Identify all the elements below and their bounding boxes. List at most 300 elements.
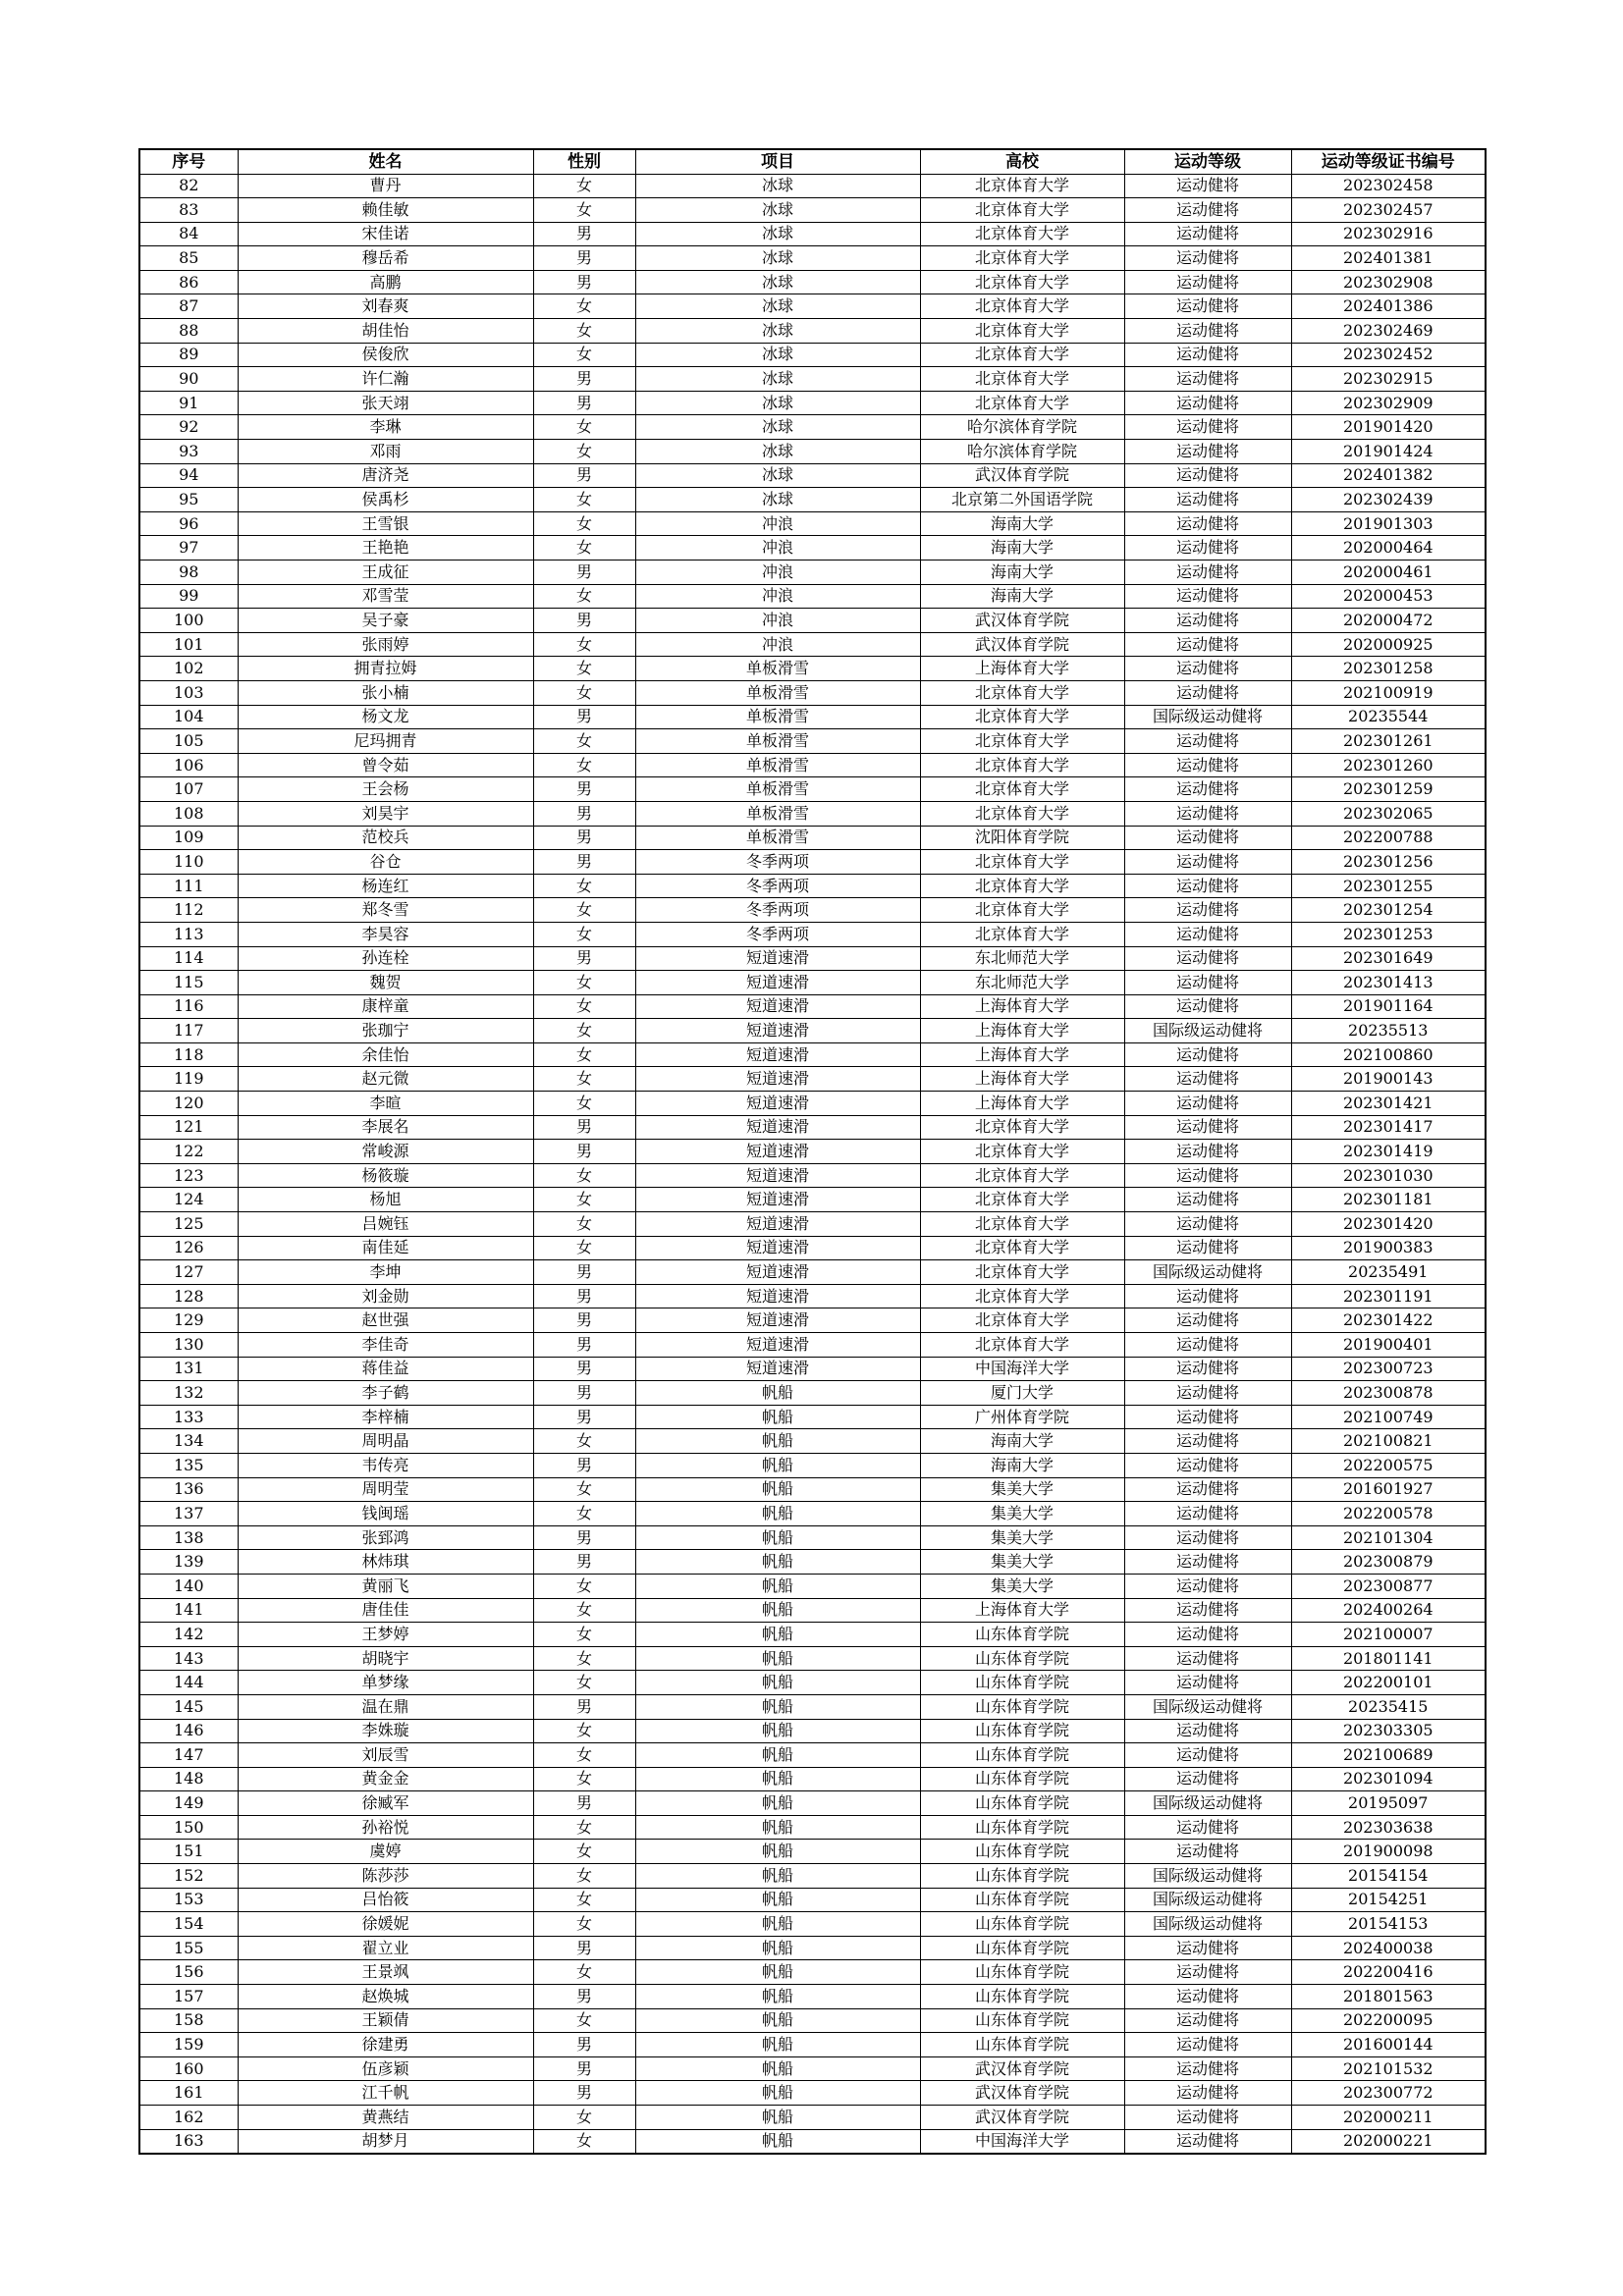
cell-index: 153 — [139, 1888, 238, 1912]
cell-gender: 女 — [533, 1236, 635, 1260]
cell-level: 运动健将 — [1124, 1308, 1291, 1333]
cell-university: 北京体育大学 — [920, 705, 1124, 729]
cell-gender: 女 — [533, 1719, 635, 1743]
cell-event: 冰球 — [635, 343, 920, 367]
cell-university: 哈尔滨体育学院 — [920, 440, 1124, 464]
cell-gender: 女 — [533, 1019, 635, 1043]
cell-index: 144 — [139, 1671, 238, 1695]
cell-event: 冬季两项 — [635, 874, 920, 898]
cell-gender: 男 — [533, 1260, 635, 1285]
cell-certificate: 202000472 — [1291, 609, 1486, 633]
cell-level: 运动健将 — [1124, 222, 1291, 246]
cell-gender: 男 — [533, 1405, 635, 1429]
header-level: 运动等级 — [1124, 149, 1291, 174]
cell-gender: 女 — [533, 584, 635, 609]
cell-name: 张郅鸿 — [238, 1525, 533, 1550]
table-row — [139, 1767, 1486, 1791]
table-row — [139, 1284, 1486, 1308]
cell-level: 运动健将 — [1124, 2106, 1291, 2130]
cell-level: 运动健将 — [1124, 1333, 1291, 1358]
cell-level: 国际级运动健将 — [1124, 1791, 1291, 1816]
cell-event: 冰球 — [635, 319, 920, 344]
cell-gender: 男 — [533, 561, 635, 585]
cell-gender: 男 — [533, 1453, 635, 1477]
cell-gender: 女 — [533, 898, 635, 923]
cell-certificate: 202302452 — [1291, 343, 1486, 367]
cell-event: 帆船 — [635, 1646, 920, 1671]
cell-certificate: 202200095 — [1291, 2008, 1486, 2033]
cell-index: 96 — [139, 511, 238, 536]
cell-gender: 男 — [533, 222, 635, 246]
header-name: 姓名 — [238, 149, 533, 174]
table-row — [139, 609, 1486, 633]
cell-university: 山东体育学院 — [920, 1936, 1124, 1960]
table-header-row — [139, 149, 1486, 174]
cell-index: 119 — [139, 1067, 238, 1092]
cell-level: 运动健将 — [1124, 1960, 1291, 1985]
cell-gender: 女 — [533, 874, 635, 898]
cell-gender: 女 — [533, 1502, 635, 1526]
cell-name: 吕怡筱 — [238, 1888, 533, 1912]
cell-level: 国际级运动健将 — [1124, 1912, 1291, 1937]
cell-university: 上海体育大学 — [920, 657, 1124, 681]
cell-level: 运动健将 — [1124, 174, 1291, 198]
cell-event: 冰球 — [635, 270, 920, 294]
cell-gender: 女 — [533, 680, 635, 705]
cell-index: 91 — [139, 391, 238, 415]
cell-name: 孙裕悦 — [238, 1815, 533, 1840]
cell-gender: 男 — [533, 270, 635, 294]
cell-gender: 女 — [533, 174, 635, 198]
cell-index: 86 — [139, 270, 238, 294]
table-row — [139, 680, 1486, 705]
table-row — [139, 1236, 1486, 1260]
cell-name: 王成征 — [238, 561, 533, 585]
cell-name: 王雪银 — [238, 511, 533, 536]
cell-name: 徐建勇 — [238, 2033, 533, 2057]
table-row — [139, 1260, 1486, 1285]
cell-index: 159 — [139, 2033, 238, 2057]
cell-gender: 女 — [533, 1815, 635, 1840]
cell-event: 帆船 — [635, 1888, 920, 1912]
cell-university: 北京体育大学 — [920, 777, 1124, 802]
cell-gender: 男 — [533, 2033, 635, 2057]
table-row — [139, 1671, 1486, 1695]
cell-gender: 女 — [533, 994, 635, 1019]
cell-level: 运动健将 — [1124, 1115, 1291, 1140]
cell-event: 短道速滑 — [635, 1308, 920, 1333]
cell-level: 运动健将 — [1124, 415, 1291, 440]
table-row — [139, 1646, 1486, 1671]
cell-university: 山东体育学院 — [920, 1960, 1124, 1985]
table-row — [139, 174, 1486, 198]
cell-certificate: 201900098 — [1291, 1840, 1486, 1864]
cell-name: 李暄 — [238, 1092, 533, 1116]
cell-gender: 女 — [533, 1429, 635, 1454]
cell-index: 163 — [139, 2129, 238, 2154]
table-row — [139, 1936, 1486, 1960]
cell-event: 单板滑雪 — [635, 826, 920, 850]
cell-event: 单板滑雪 — [635, 729, 920, 754]
table-row — [139, 440, 1486, 464]
cell-index: 100 — [139, 609, 238, 633]
cell-gender: 男 — [533, 1936, 635, 1960]
cell-event: 短道速滑 — [635, 1042, 920, 1067]
cell-university: 山东体育学院 — [920, 1767, 1124, 1791]
cell-event: 冰球 — [635, 440, 920, 464]
cell-index: 102 — [139, 657, 238, 681]
cell-university: 沈阳体育学院 — [920, 826, 1124, 850]
cell-level: 运动健将 — [1124, 1985, 1291, 2009]
table-row — [139, 1743, 1486, 1768]
cell-level: 运动健将 — [1124, 1767, 1291, 1791]
cell-event: 冰球 — [635, 294, 920, 319]
cell-certificate: 20154251 — [1291, 1888, 1486, 1912]
cell-certificate: 20235491 — [1291, 1260, 1486, 1285]
cell-certificate: 202302457 — [1291, 198, 1486, 223]
table-row — [139, 511, 1486, 536]
cell-certificate: 202302908 — [1291, 270, 1486, 294]
cell-university: 山东体育学院 — [920, 1791, 1124, 1816]
cell-event: 短道速滑 — [635, 1357, 920, 1381]
cell-index: 121 — [139, 1115, 238, 1140]
cell-event: 帆船 — [635, 1743, 920, 1768]
cell-index: 151 — [139, 1840, 238, 1864]
table-row — [139, 1574, 1486, 1598]
cell-name: 黄燕结 — [238, 2106, 533, 2130]
header-event: 项目 — [635, 149, 920, 174]
cell-university: 厦门大学 — [920, 1381, 1124, 1406]
table-row — [139, 2056, 1486, 2081]
cell-name: 高鹏 — [238, 270, 533, 294]
cell-level: 运动健将 — [1124, 1188, 1291, 1212]
cell-level: 国际级运动健将 — [1124, 1888, 1291, 1912]
cell-index: 146 — [139, 1719, 238, 1743]
cell-event: 冲浪 — [635, 584, 920, 609]
cell-university: 集美大学 — [920, 1477, 1124, 1502]
table-row — [139, 1694, 1486, 1719]
cell-index: 137 — [139, 1502, 238, 1526]
cell-index: 155 — [139, 1936, 238, 1960]
cell-gender: 男 — [533, 609, 635, 633]
cell-level: 运动健将 — [1124, 1815, 1291, 1840]
cell-university: 集美大学 — [920, 1574, 1124, 1598]
cell-gender: 女 — [533, 2008, 635, 2033]
cell-university: 北京体育大学 — [920, 246, 1124, 271]
table-row — [139, 1985, 1486, 2009]
cell-name: 曾令茹 — [238, 753, 533, 777]
table-row — [139, 1453, 1486, 1477]
cell-gender: 女 — [533, 536, 635, 561]
table-row — [139, 1019, 1486, 1043]
cell-event: 帆船 — [635, 1912, 920, 1937]
cell-index: 124 — [139, 1188, 238, 1212]
cell-index: 132 — [139, 1381, 238, 1406]
cell-index: 125 — [139, 1212, 238, 1237]
cell-level: 运动健将 — [1124, 1357, 1291, 1381]
cell-event: 帆船 — [635, 1429, 920, 1454]
table-row — [139, 463, 1486, 488]
table-row — [139, 2129, 1486, 2154]
table-row — [139, 1381, 1486, 1406]
cell-event: 帆船 — [635, 1623, 920, 1647]
cell-certificate: 202301030 — [1291, 1163, 1486, 1188]
cell-event: 单板滑雪 — [635, 801, 920, 826]
cell-level: 运动健将 — [1124, 1550, 1291, 1575]
cell-university: 海南大学 — [920, 561, 1124, 585]
cell-certificate: 202401382 — [1291, 463, 1486, 488]
cell-event: 短道速滑 — [635, 1284, 920, 1308]
cell-level: 运动健将 — [1124, 511, 1291, 536]
cell-event: 单板滑雪 — [635, 705, 920, 729]
cell-name: 黄丽飞 — [238, 1574, 533, 1598]
cell-level: 运动健将 — [1124, 946, 1291, 971]
cell-university: 中国海洋大学 — [920, 2129, 1124, 2154]
cell-level: 国际级运动健将 — [1124, 705, 1291, 729]
cell-event: 帆船 — [635, 1550, 920, 1575]
cell-university: 山东体育学院 — [920, 1694, 1124, 1719]
cell-index: 109 — [139, 826, 238, 850]
cell-event: 帆船 — [635, 1574, 920, 1598]
cell-level: 运动健将 — [1124, 657, 1291, 681]
cell-name: 胡晓宇 — [238, 1646, 533, 1671]
cell-certificate: 201901424 — [1291, 440, 1486, 464]
cell-index: 133 — [139, 1405, 238, 1429]
cell-certificate: 201601927 — [1291, 1477, 1486, 1502]
cell-university: 上海体育大学 — [920, 1042, 1124, 1067]
cell-gender: 女 — [533, 198, 635, 223]
cell-gender: 男 — [533, 1525, 635, 1550]
cell-level: 运动健将 — [1124, 536, 1291, 561]
cell-index: 131 — [139, 1357, 238, 1381]
cell-certificate: 202302915 — [1291, 367, 1486, 392]
cell-certificate: 201900143 — [1291, 1067, 1486, 1092]
table-row — [139, 1188, 1486, 1212]
cell-event: 帆船 — [635, 2008, 920, 2033]
cell-event: 短道速滑 — [635, 1212, 920, 1237]
table-row — [139, 946, 1486, 971]
cell-name: 陈莎莎 — [238, 1864, 533, 1889]
cell-university: 上海体育大学 — [920, 1067, 1124, 1092]
cell-name: 王艳艳 — [238, 536, 533, 561]
cell-index: 113 — [139, 922, 238, 946]
cell-gender: 女 — [533, 1888, 635, 1912]
cell-name: 赵世强 — [238, 1308, 533, 1333]
cell-gender: 女 — [533, 1574, 635, 1598]
cell-university: 武汉体育学院 — [920, 2081, 1124, 2106]
cell-certificate: 202301191 — [1291, 1284, 1486, 1308]
cell-gender: 女 — [533, 632, 635, 657]
cell-index: 83 — [139, 198, 238, 223]
table-row — [139, 2033, 1486, 2057]
cell-event: 帆船 — [635, 1719, 920, 1743]
cell-gender: 女 — [533, 2106, 635, 2130]
cell-name: 康梓童 — [238, 994, 533, 1019]
cell-certificate: 202100860 — [1291, 1042, 1486, 1067]
cell-gender: 女 — [533, 1840, 635, 1864]
cell-certificate: 202302065 — [1291, 801, 1486, 826]
cell-gender: 男 — [533, 1985, 635, 2009]
cell-event: 冰球 — [635, 222, 920, 246]
cell-level: 运动健将 — [1124, 2081, 1291, 2106]
cell-event: 冲浪 — [635, 561, 920, 585]
cell-gender: 女 — [533, 1188, 635, 1212]
cell-index: 141 — [139, 1598, 238, 1623]
table-row — [139, 1333, 1486, 1358]
cell-university: 北京体育大学 — [920, 222, 1124, 246]
cell-event: 冰球 — [635, 174, 920, 198]
cell-name: 单梦缘 — [238, 1671, 533, 1695]
cell-university: 北京体育大学 — [920, 874, 1124, 898]
cell-gender: 女 — [533, 488, 635, 512]
cell-level: 运动健将 — [1124, 440, 1291, 464]
cell-university: 海南大学 — [920, 584, 1124, 609]
cell-certificate: 202300772 — [1291, 2081, 1486, 2106]
cell-certificate: 202303305 — [1291, 1719, 1486, 1743]
cell-level: 运动健将 — [1124, 850, 1291, 875]
cell-name: 韦传亮 — [238, 1453, 533, 1477]
cell-certificate: 202301417 — [1291, 1115, 1486, 1140]
table-row — [139, 561, 1486, 585]
cell-event: 冰球 — [635, 246, 920, 271]
cell-university: 东北师范大学 — [920, 946, 1124, 971]
cell-level: 运动健将 — [1124, 319, 1291, 344]
table-row — [139, 1888, 1486, 1912]
cell-gender: 女 — [533, 1864, 635, 1889]
cell-name: 刘昊宇 — [238, 801, 533, 826]
cell-certificate: 202301259 — [1291, 777, 1486, 802]
cell-level: 国际级运动健将 — [1124, 1864, 1291, 1889]
table-row — [139, 826, 1486, 850]
table-row — [139, 1960, 1486, 1985]
cell-index: 103 — [139, 680, 238, 705]
cell-gender: 女 — [533, 1212, 635, 1237]
table-row — [139, 1140, 1486, 1164]
table-row — [139, 874, 1486, 898]
cell-level: 运动健将 — [1124, 1936, 1291, 1960]
cell-university: 集美大学 — [920, 1550, 1124, 1575]
cell-university: 北京体育大学 — [920, 367, 1124, 392]
cell-index: 115 — [139, 971, 238, 995]
table-row — [139, 1212, 1486, 1237]
cell-level: 国际级运动健将 — [1124, 1694, 1291, 1719]
table-row — [139, 319, 1486, 344]
table-row — [139, 850, 1486, 875]
cell-index: 105 — [139, 729, 238, 754]
table-row — [139, 246, 1486, 271]
cell-certificate: 20235513 — [1291, 1019, 1486, 1043]
cell-university: 北京体育大学 — [920, 898, 1124, 923]
cell-gender: 女 — [533, 1598, 635, 1623]
table-row — [139, 270, 1486, 294]
cell-level: 运动健将 — [1124, 1646, 1291, 1671]
cell-name: 李姝璇 — [238, 1719, 533, 1743]
cell-university: 北京体育大学 — [920, 391, 1124, 415]
cell-level: 运动健将 — [1124, 1671, 1291, 1695]
cell-university: 山东体育学院 — [920, 1623, 1124, 1647]
cell-index: 94 — [139, 463, 238, 488]
table-row — [139, 971, 1486, 995]
cell-name: 胡梦月 — [238, 2129, 533, 2154]
cell-index: 123 — [139, 1163, 238, 1188]
cell-gender: 男 — [533, 1791, 635, 1816]
cell-level: 运动健将 — [1124, 1067, 1291, 1092]
table-row — [139, 1067, 1486, 1092]
cell-university: 北京体育大学 — [920, 729, 1124, 754]
table-row — [139, 994, 1486, 1019]
cell-index: 118 — [139, 1042, 238, 1067]
cell-name: 王梦婷 — [238, 1623, 533, 1647]
cell-level: 运动健将 — [1124, 2056, 1291, 2081]
cell-level: 运动健将 — [1124, 294, 1291, 319]
cell-certificate: 202302458 — [1291, 174, 1486, 198]
cell-index: 120 — [139, 1092, 238, 1116]
cell-level: 运动健将 — [1124, 1502, 1291, 1526]
cell-level: 运动健将 — [1124, 1042, 1291, 1067]
cell-event: 短道速滑 — [635, 971, 920, 995]
cell-event: 帆船 — [635, 1791, 920, 1816]
cell-level: 运动健将 — [1124, 584, 1291, 609]
cell-certificate: 202000221 — [1291, 2129, 1486, 2154]
cell-level: 运动健将 — [1124, 1743, 1291, 1768]
cell-university: 集美大学 — [920, 1502, 1124, 1526]
cell-gender: 女 — [533, 753, 635, 777]
cell-name: 唐佳佳 — [238, 1598, 533, 1623]
cell-level: 运动健将 — [1124, 1092, 1291, 1116]
cell-event: 单板滑雪 — [635, 657, 920, 681]
cell-event: 冲浪 — [635, 536, 920, 561]
cell-level: 运动健将 — [1124, 2129, 1291, 2154]
cell-gender: 男 — [533, 1284, 635, 1308]
cell-event: 帆船 — [635, 2033, 920, 2057]
cell-gender: 女 — [533, 1743, 635, 1768]
cell-university: 山东体育学院 — [920, 1840, 1124, 1864]
cell-university: 北京体育大学 — [920, 343, 1124, 367]
cell-certificate: 202000211 — [1291, 2106, 1486, 2130]
cell-index: 152 — [139, 1864, 238, 1889]
table-row — [139, 1815, 1486, 1840]
cell-event: 冲浪 — [635, 632, 920, 657]
cell-gender: 女 — [533, 1623, 635, 1647]
cell-gender: 男 — [533, 367, 635, 392]
cell-university: 东北师范大学 — [920, 971, 1124, 995]
cell-name: 王景飒 — [238, 1960, 533, 1985]
cell-index: 142 — [139, 1623, 238, 1647]
cell-name: 林炜琪 — [238, 1550, 533, 1575]
cell-event: 短道速滑 — [635, 1115, 920, 1140]
cell-gender: 男 — [533, 1357, 635, 1381]
cell-name: 郑冬雪 — [238, 898, 533, 923]
cell-name: 杨旭 — [238, 1188, 533, 1212]
cell-certificate: 202301254 — [1291, 898, 1486, 923]
cell-name: 孙连栓 — [238, 946, 533, 971]
cell-name: 李佳奇 — [238, 1333, 533, 1358]
cell-name: 钱闽瑶 — [238, 1502, 533, 1526]
cell-university: 山东体育学院 — [920, 1646, 1124, 1671]
cell-certificate: 202301261 — [1291, 729, 1486, 754]
cell-event: 冰球 — [635, 198, 920, 223]
cell-event: 帆船 — [635, 1598, 920, 1623]
cell-index: 111 — [139, 874, 238, 898]
cell-level: 运动健将 — [1124, 898, 1291, 923]
table-row — [139, 1791, 1486, 1816]
cell-level: 国际级运动健将 — [1124, 1260, 1291, 1285]
cell-event: 短道速滑 — [635, 994, 920, 1019]
cell-university: 武汉体育学院 — [920, 2056, 1124, 2081]
cell-index: 156 — [139, 1960, 238, 1985]
table-row — [139, 198, 1486, 223]
cell-name: 李琳 — [238, 415, 533, 440]
